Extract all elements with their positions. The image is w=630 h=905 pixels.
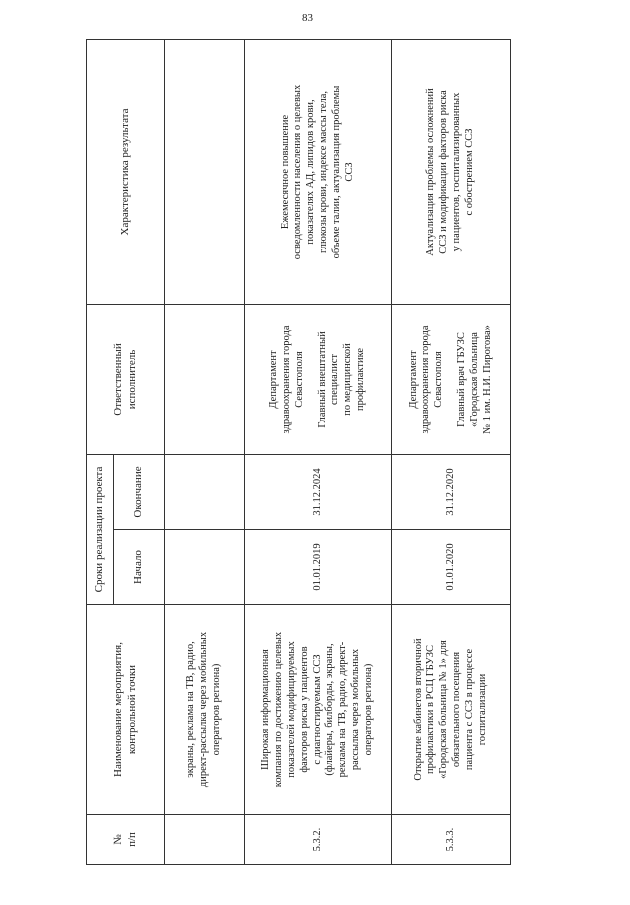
cell-responsible <box>165 304 245 454</box>
cell-responsible-person: Главный внештатный специалист по медицинской профилактике <box>316 331 367 428</box>
spacer <box>307 309 317 450</box>
header-name: Наименование мероприятия, контрольной точки <box>87 605 165 815</box>
table-row <box>165 39 245 864</box>
table-row <box>392 39 511 864</box>
cell-start: 01.01.2019 <box>244 530 391 605</box>
events-table <box>86 39 511 865</box>
cell-num: 5.3.2. <box>244 815 391 865</box>
cell-result: Актуализация проблемы осложнений ССЗ и модификации факторов риска у пациентов, госпитализированных с обострением ССЗ <box>392 39 511 304</box>
header-result: Характеристика результата <box>87 39 165 304</box>
page-number: 83 <box>302 12 313 24</box>
cell-num: 5.3.3. <box>392 815 511 865</box>
cell-name: экраны, реклама на ТВ, радио, директ-рассылка через мобильных операторов региона) <box>165 605 245 815</box>
cell-result <box>165 39 245 304</box>
cell-responsible-person: Главный врач ГБУЗС «Городская больница № 1 им. Н.И. Пирогова» <box>456 325 493 434</box>
header-row <box>87 39 114 864</box>
cell-responsible-dept: Департамент здравоохранения города Севастополя <box>407 325 445 434</box>
header-start: Начало <box>113 530 164 605</box>
spacer <box>446 309 456 450</box>
cell-start: 01.01.2020 <box>392 530 511 605</box>
cell-name: Широкая информационная компания по достижению целевых показателей модифицируемых факторов риска у пациентов с диагностируемым ССЗ (флайеры, билборды, экраны, реклама на ТВ, радио, директ- рассылка через мобильных операторов региона) <box>244 605 391 815</box>
cell-end: 31.12.2020 <box>392 454 511 529</box>
header-num: № п/п <box>87 815 165 865</box>
header-end: Окончание <box>113 454 164 529</box>
cell-responsible <box>392 304 511 454</box>
cell-num <box>165 815 245 865</box>
cell-end <box>165 454 245 529</box>
header-period: Сроки реализации проекта <box>87 454 114 604</box>
cell-result: Ежемесячное повышение осведомленности населения о целевых показателях АД, липидов крови, глюкозы крови, индексе массы тела, объеме талии, актуализация проблемы ССЗ <box>244 39 391 304</box>
cell-responsible <box>244 304 391 454</box>
cell-name: Открытие кабинетов вторичной профилактики в РСЦ ГБУЗС «Городская больница № 1» для обязательного посещения пациента с ССЗ в процессе госпитализации <box>392 605 511 815</box>
cell-responsible-dept: Департамент здравоохранения города Севастополя <box>268 325 305 434</box>
cell-end: 31.12.2024 <box>244 454 391 529</box>
header-responsible: Ответственный исполнитель <box>87 304 165 454</box>
cell-start <box>165 530 245 605</box>
rotated-table-wrapper <box>86 40 511 865</box>
table-row <box>244 39 391 864</box>
